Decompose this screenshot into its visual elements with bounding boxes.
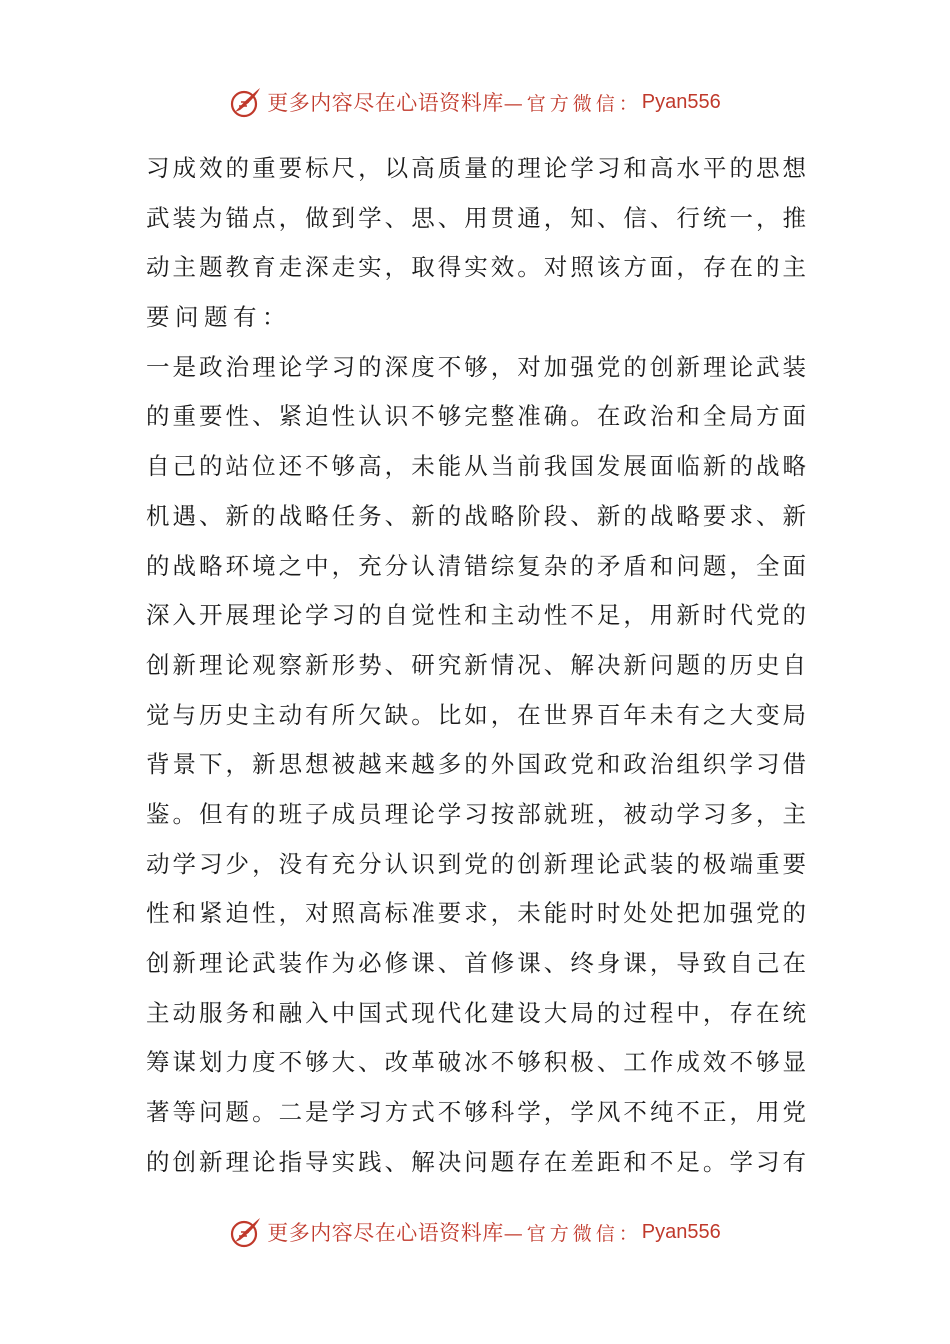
quill-pen-icon <box>229 85 263 119</box>
body-line: 的重要性、紧迫性认识不够完整准确。在政治和全局方面 <box>146 402 806 431</box>
body-line: 动主题教育走深走实，取得实效。对照该方面，存在的主 <box>146 253 806 282</box>
banner-brand-text: 更多内容尽在心语资料库 <box>267 1221 504 1245</box>
body-line: 创新理论观察新形势、研究新情况、解决新问题的历史自 <box>146 650 806 679</box>
quill-pen-icon <box>229 1215 263 1249</box>
body-line: 筹谋划力度不够大、改革破冰不够积极、工作成效不够显 <box>146 1048 806 1077</box>
body-line: 创新理论武装作为必修课、首修课、终身课，导致自己在 <box>146 949 806 977</box>
banner-brand-text: 更多内容尽在心语资料库 <box>267 91 504 115</box>
banner-official-text: —官方微信： <box>503 92 642 115</box>
body-line: 背景下，新思想被越来越多的外国政党和政治组织学习借 <box>146 750 806 779</box>
body-line: 的战略环境之中，充分认清错综复杂的矛盾和问题，全面 <box>146 551 806 580</box>
banner-wechat-handle: Pyan556 <box>641 1220 721 1243</box>
body-line: 要问题有： <box>146 303 291 332</box>
body-line: 习成效的重要标尺，以高质量的理论学习和高水平的思想 <box>146 154 806 182</box>
body-line: 鉴。但有的班子成员理论学习按部就班，被动学习多，主 <box>146 799 806 828</box>
body-line: 武装为锚点，做到学、思、用贯通，知、信、行统一，推 <box>146 203 806 232</box>
body-line: 觉与历史主动有所欠缺。比如，在世界百年未有之大变局 <box>146 700 806 729</box>
body-line: 著等问题。二是学习方式不够科学，学风不纯不正，用党 <box>146 1098 806 1127</box>
header-banner <box>0 82 950 122</box>
body-line: 主动服务和融入中国式现代化建设大局的过程中，存在统 <box>146 998 806 1027</box>
banner-official-text: —官方微信： <box>503 1222 642 1245</box>
footer-banner <box>0 1212 950 1252</box>
document-body <box>146 144 806 1187</box>
body-line: 机遇、新的战略任务、新的战略阶段、新的战略要求、新 <box>146 501 806 530</box>
body-line: 性和紧迫性，对照高标准要求，未能时时处处把加强党的 <box>146 899 806 928</box>
banner-wechat-handle: Pyan556 <box>641 90 721 113</box>
body-line: 的创新理论指导实践、解决问题存在差距和不足。学习有 <box>146 1147 806 1176</box>
body-line: 自己的站位还不够高，未能从当前我国发展面临新的战略 <box>146 452 806 481</box>
body-line: 动学习少，没有充分认识到党的创新理论武装的极端重要 <box>146 849 806 878</box>
body-line: 一是政治理论学习的深度不够，对加强党的创新理论武装 <box>146 352 806 381</box>
body-line: 深入开展理论学习的自觉性和主动性不足，用新时代党的 <box>146 601 806 630</box>
